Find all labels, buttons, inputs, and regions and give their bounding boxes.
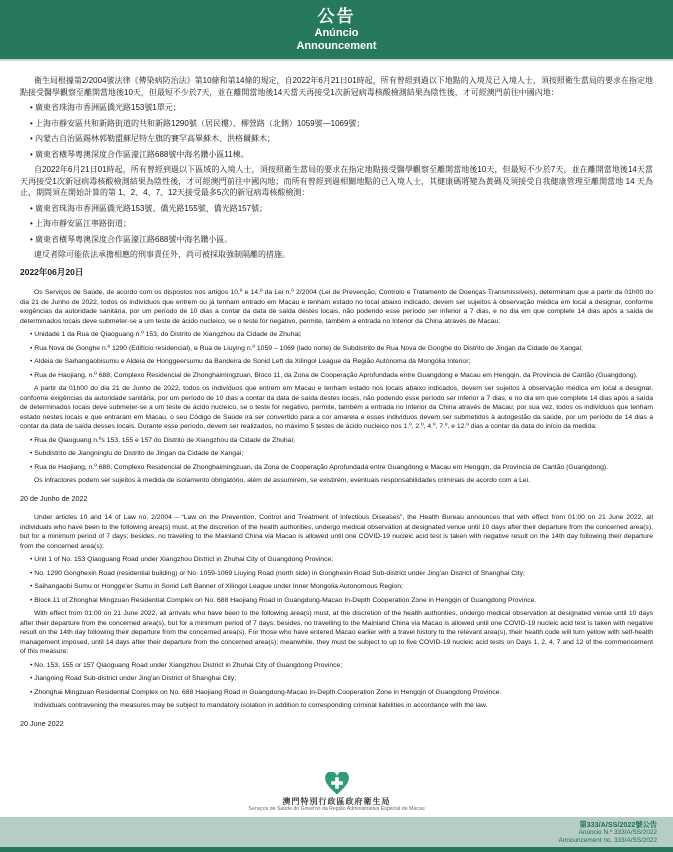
en-date: 20 June 2022 <box>20 718 64 728</box>
location-item: • Subdistrito de Jiangninglu do Distrito de Jingan da Cidade de Xangai; <box>20 449 653 459</box>
section-portuguese <box>20 288 653 503</box>
title-pt: Anúncio <box>314 27 359 39</box>
en-paragraph-1: Under articles 10 and 14 of Law no. 2/2004 – “Law on the Prevention, Control and Treatment of Infectious Diseases”, the Health Bureau announces that with effect from 01:00 on 21 June 2022, all individuals who have been to the following area(s) must, at the discretion of the health authorities, undergo medical observation at designated venue until 10 days after their departure from the concerned area(s), but for a minimum period of 7 days; besides, no traveling to the Mainland China via Macao is allowed until one COVID-19 nucleic acid test is taken with negative result on the 14th day following their departure from the concerned area(s): <box>20 514 653 550</box>
org-name-zh: 澳門特別行政區政府衛生局 <box>282 797 391 806</box>
bottom-green-strip <box>0 847 673 852</box>
reference-number-pt: Anúncio N.º 333/A/SS/2022 <box>578 829 657 836</box>
zh-date: 2022年06月20日 <box>20 266 84 277</box>
location-item: • Block 11 of Zhonghai Mingzuan Residential Complex on No. 688 Haojiang Road in Guangdong-Macao In-Depth Cooperation Zone in Hengqin of Guangdong Province. <box>20 596 653 606</box>
location-item: • Rua Nova de Gonghe n.º 1290 (Edifício residencial), e Rua de Liuying n.º 1059 – 1069 (lado norte) de Subdistrito de Rua Nova de Gonghe do Distrito de Jingan da Cidade de Xangai; <box>20 344 653 354</box>
location-item: • Aldeia de Saihangaobisumu e Aldeia de Honggeersumu da Bandeira de Sonid Left da Xilingol League da Região Autónoma da Mongólia Interior; <box>20 357 653 367</box>
en-violation-note: Individuals contravening the measures may be subject to mandatory isolation in addition to corresponding criminal liabilities in accordance with the law. <box>34 702 488 709</box>
location-item: • Rua de Haojiang, n.º 688, Complexo Residencial de Zhonghaimingzuan, da Zona de Cooperação Aprofundada entre Guangdong e Macau em Hengqin, da Província de Cantão (Guangdong). <box>20 463 653 473</box>
location-item: • 廣東省珠海市香洲區僑光路153號1單元； <box>20 102 653 114</box>
location-item: • Rua de Qiaoguang n.ºs 153, 155 e 157 do Distrito de Xiangzhou da Cidade de Zhuhai; <box>20 436 653 446</box>
location-item: • Unit 1 of No. 153 Qiaoguang Road under Xiangzhou District in Zhuhai City of Guangdong Province; <box>20 555 653 565</box>
zh-violation-note: 違反者除可能依法承擔相應的刑事責任外，尚可被採取強制隔離的措施。 <box>34 250 290 259</box>
location-item: • Saihangaobi Sumu or Hongge'er Sumu in Sonid Left Banner of Xilingol League under Inner Mongolia Autonomous Region; <box>20 582 653 592</box>
location-item: • 上海市靜安區江寧路街道； <box>20 218 653 230</box>
title-en: Announcement <box>296 40 377 52</box>
location-item: • 內蒙古自治區錫林郭勒盟蘇尼特左旗的賽罕高畢蘇木、洪格爾蘇木； <box>20 133 653 145</box>
zh-paragraph-2: 自2022年6月21日01時起，所有曾經到過以下區域的入境人士，須按照衛生當局的要求在指定地點接受醫學觀察至離開當地後10天，但最短不少於7天，並在離開當地後14天當天再接受1次新冠病毒核酸檢測結果為陰性後，才可經澳門前往中國內地；而所有曾經到過相關地點的已入境人士，其健康碼將變為黃碼及須接受自我健康管理至離開當地 14 天為止，期間須在開始計算的第 1、2、4、7、12天接受最多5次的新冠病毒核酸檢測： <box>20 165 653 197</box>
location-item: • 上海市靜安區共和新路街道的共和新路1290號（居民樓）、柳營路（北側）1059號—1069號； <box>20 118 653 130</box>
en-paragraph-2: With effect from 01:00 on 21 June 2022, all arrivals who have been to the following area(s) must, at the discretion of the health authorities, undergo medical observation at designated venue until 10 days after their departure from the concerned area(s), but for a minimum period of 7 days; besides, no travelling to the Mainland China via Macao is allowed until one COVID-19 nucleic acid test is taken with negative result on the 14th day following their departure from the concerned area(s). For those who have entered Macao earlier with a travel history to the relevant area(s), their health code will turn yellow with self-health management imposed, until 14 days after their departure from the concerned area(s); meanwhile, they must be subject to up to five COVID-19 nucleic acid tests on Days 1, 2, 4, 7 and 12 of the commencement of this measure: <box>20 610 653 655</box>
location-item: • 廣東省橫琴粵澳深度合作區濠江路688號中海名鑽小區11棟。 <box>20 149 653 161</box>
zh-location-list-2 <box>20 203 653 246</box>
reference-number-en: Announcement no. 333/A/SS/2022 <box>558 837 657 844</box>
section-chinese <box>20 75 653 278</box>
location-item: • Zhonghai Mingzuan Residential Complex on No. 688 Haojiang Road in Guangdong-Macao In-Depth Cooperation Zone in Hengqin of Guangdong Province. <box>20 688 653 698</box>
section-english <box>20 513 653 728</box>
zh-location-list-1 <box>20 102 653 160</box>
footer-identity <box>0 770 673 817</box>
location-item: • Unidade 1 da Rua de Qiaoguang n.º 153, do Distrito de Xiangzhou da Cidade de Zhuhai; <box>20 330 653 340</box>
pt-location-list-2 <box>20 436 653 473</box>
location-item: • No. 153, 155 or 157 Qiaoguang Road under Xiangzhou District in Zhuhai City of Guangdong Province; <box>20 661 653 671</box>
location-item: • No. 1290 Gonghexin Road (residential building) or No. 1059-1069 Liuying Road (north side) in Gonghexin Road Sub-district under Jing'an District of Shanghai City; <box>20 569 653 579</box>
location-item: • 廣東省橫琴粵澳深度合作區濠江路688號中海名鑽小區。 <box>20 234 653 246</box>
en-location-list-2 <box>20 661 653 698</box>
zh-paragraph-1: 衛生局根據第2/2004號法律《傳染病防治法》第10條和第14條的規定，自2022年6月21日01時起，所有曾經到過以下地點的入境及已入境人士，須按照衛生當局的要求在指定地點接受醫學觀察至離開當地後10天，但最短不少於7天，並在離開當地後14天當天再接受1次新冠病毒核酸檢測結果為陰性後，才可經澳門前往中國內地： <box>20 76 653 97</box>
location-item: • 廣東省珠海市香洲區僑光路153號、僑光路155號、僑光路157號； <box>20 203 653 215</box>
health-bureau-heart-cross-logo-icon <box>324 772 350 796</box>
title-zh: 公告 <box>317 7 356 26</box>
en-location-list-1 <box>20 555 653 605</box>
header-banner <box>0 0 673 59</box>
reference-number-zh: 第333/A/SS/2022號公告 <box>579 820 657 829</box>
pt-location-list-1 <box>20 330 653 380</box>
pt-paragraph-2: A partir da 01h00 do dia 21 de Junho de 2022, todos os indivíduos que entrem em Macau e tenham estado nos locais abaixo indicados, devem ser sujeitos à observação médica em local a designar, conforme exigências da autoridade sanitária, por um período de 10 dias a contar da data de saída destes locais, não podendo esse período ser inferior a 7 dias, e no dia em que complete 14 dias após a saída de determinados locais deve submeter-se a um teste de ácido nucleico, se o teste for negativo, permite, também a entrada no Interior da China através de Macau; por sua vez, todos os indivíduos que tenham estado nestes locais e que entraram em Macau, o seu Código de Saúde irá ser convertido para a cor amarela e esses indivíduos devem ser submetidos à autogestão da saúde, por um período de 14 dias a contar da data de saída desses locais. Durante esse período, devem ser realizados, no máximo 5 testes de ácido nucleico nos 1.º, 2.º, 4.º, 7.º, e 12.º dias a contar da data do início da medida: <box>20 385 653 430</box>
reference-bar <box>0 817 673 847</box>
location-item: • Jiangning Road Sub-district under Jing'an District of Shanghai City; <box>20 674 653 684</box>
location-item: • Rua de Haojiang, n.º 688, Complexo Residencial de Zhonghaimingzuan, Bloco 11, da Zona de Cooperação Aprofundada entre Guangdong e Macau em Hengqin, da Província de Cantão (Guangdong). <box>20 371 653 381</box>
org-name-pt: Serviços de Saúde do Governo da Região Administrativa Especial de Macau <box>248 806 425 812</box>
announcement-body <box>0 61 673 770</box>
pt-date: 20 de Junho de 2022 <box>20 493 88 503</box>
pt-paragraph-1: Os Serviços de Saúde, de acordo com os dispostos nos artigos 10.º e 14.º da Lei n.º 2/2004 (Lei de Prevenção, Controlo e Tratamento de Doenças Transmissíveis), determinam que a partir da 01h00 do dia 21 de Junho de 2022, todos os indivíduos que entrem ou já tenham entrado em Macau e tenham estado no local abaixo indicado, devem ser sujeitos à observação médica em local a designar, conforme exigências da autoridade sanitária, por um período de 10 dias a contar da data de saída destes locais, não podendo esse período ser inferior a 7 dias, e no dia em que complete 14 dias após a saída de determinados locais deve submeter-se a um teste de ácido nucleico, se o teste for negativo, permite, também a entrada no Interior da China através de Macau: <box>20 289 653 325</box>
pt-violation-note: Os infractores podem ser sujeitos à medida de isolamento obrigatório, além de assumirem, se existirem, eventuais responsabilidades criminais de acordo com a Lei. <box>34 477 531 484</box>
